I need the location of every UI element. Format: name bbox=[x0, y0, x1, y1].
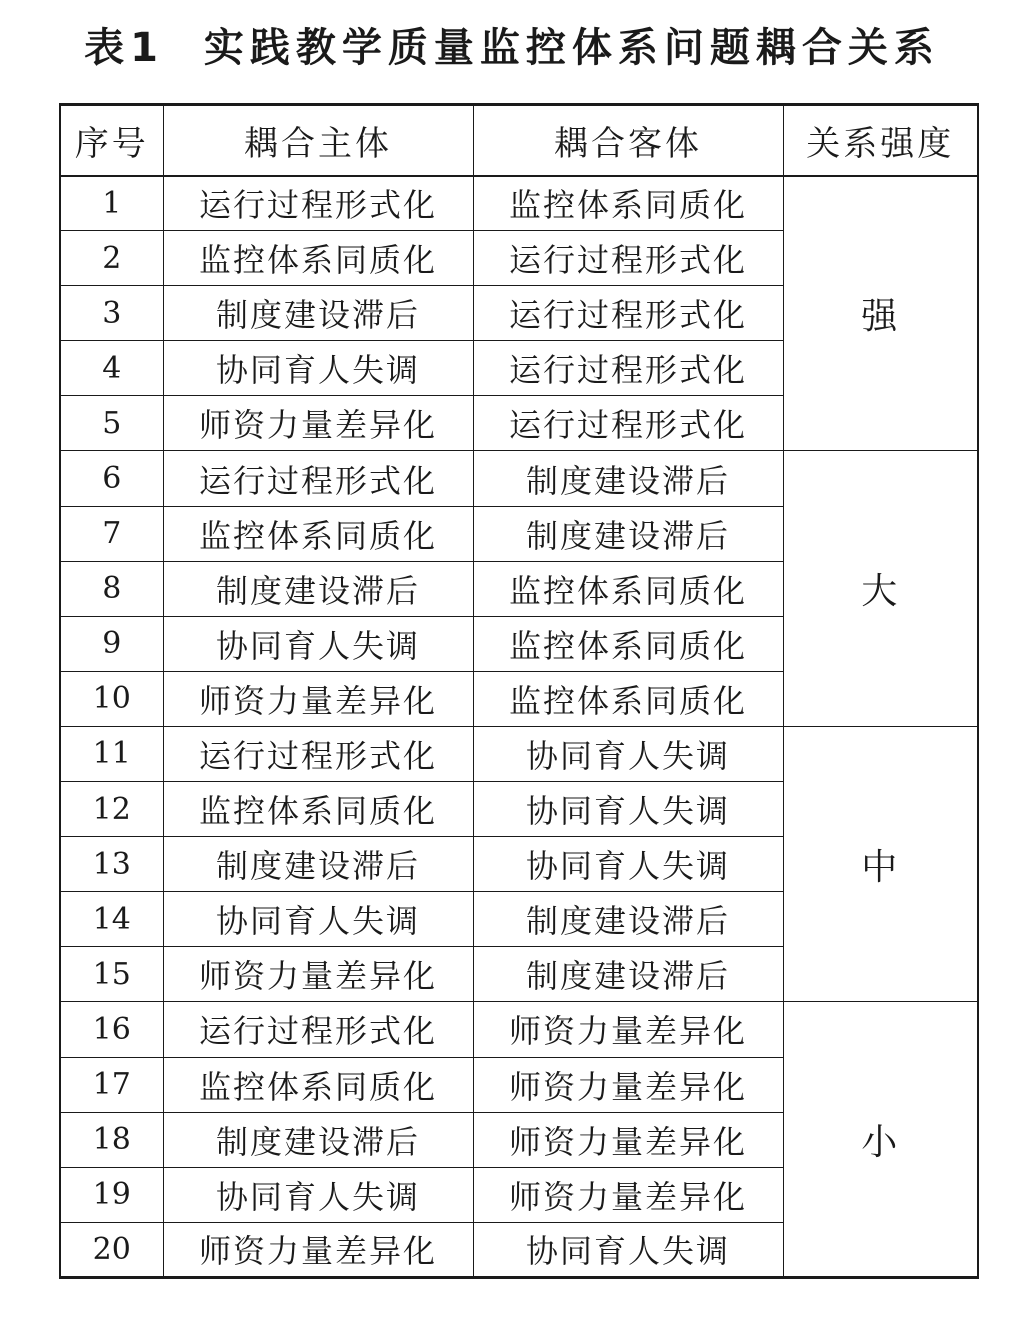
coupling-subject: 师资力量差异化 bbox=[163, 947, 473, 1002]
coupling-object: 制度建设滞后 bbox=[473, 506, 783, 561]
header-subject: 耦合主体 bbox=[163, 105, 473, 176]
row-index: 20 bbox=[60, 1222, 163, 1277]
coupling-object: 师资力量差异化 bbox=[473, 1002, 783, 1057]
row-index: 9 bbox=[60, 616, 163, 671]
coupling-object: 协同育人失调 bbox=[473, 782, 783, 837]
row-index: 5 bbox=[60, 396, 163, 451]
coupling-object: 协同育人失调 bbox=[473, 837, 783, 892]
coupling-subject: 制度建设滞后 bbox=[163, 286, 473, 341]
header-index: 序号 bbox=[60, 105, 163, 176]
coupling-object: 监控体系同质化 bbox=[473, 671, 783, 726]
coupling-subject: 师资力量差异化 bbox=[163, 671, 473, 726]
table-row bbox=[60, 726, 978, 781]
coupling-object: 制度建设滞后 bbox=[473, 451, 783, 506]
coupling-object: 师资力量差异化 bbox=[473, 1057, 783, 1112]
coupling-object: 制度建设滞后 bbox=[473, 892, 783, 947]
row-index: 7 bbox=[60, 506, 163, 561]
coupling-object: 协同育人失调 bbox=[473, 1222, 783, 1277]
table-title: 实践教学质量监控体系问题耦合关系 bbox=[203, 25, 940, 71]
table-label: 表1 bbox=[84, 25, 164, 71]
coupling-object: 运行过程形式化 bbox=[473, 231, 783, 286]
row-index: 15 bbox=[60, 947, 163, 1002]
row-index: 16 bbox=[60, 1002, 163, 1057]
coupling-subject: 制度建设滞后 bbox=[163, 561, 473, 616]
table-row bbox=[60, 1002, 978, 1057]
coupling-subject: 师资力量差异化 bbox=[163, 396, 473, 451]
coupling-object: 监控体系同质化 bbox=[473, 561, 783, 616]
header-row bbox=[60, 105, 978, 176]
row-index: 2 bbox=[60, 231, 163, 286]
row-index: 13 bbox=[60, 837, 163, 892]
coupling-object: 师资力量差异化 bbox=[473, 1167, 783, 1222]
header-strength: 关系强度 bbox=[783, 105, 978, 176]
coupling-subject: 运行过程形式化 bbox=[163, 176, 473, 231]
row-index: 10 bbox=[60, 671, 163, 726]
row-index: 6 bbox=[60, 451, 163, 506]
coupling-object: 运行过程形式化 bbox=[473, 396, 783, 451]
coupling-subject: 监控体系同质化 bbox=[163, 506, 473, 561]
row-index: 17 bbox=[60, 1057, 163, 1112]
row-index: 1 bbox=[60, 176, 163, 231]
coupling-subject: 师资力量差异化 bbox=[163, 1222, 473, 1277]
coupling-subject: 运行过程形式化 bbox=[163, 451, 473, 506]
coupling-object: 监控体系同质化 bbox=[473, 616, 783, 671]
coupling-subject: 协同育人失调 bbox=[163, 1167, 473, 1222]
coupling-subject: 监控体系同质化 bbox=[163, 1057, 473, 1112]
coupling-subject: 监控体系同质化 bbox=[163, 231, 473, 286]
coupling-subject: 协同育人失调 bbox=[163, 341, 473, 396]
coupling-object: 制度建设滞后 bbox=[473, 947, 783, 1002]
strength-group-strong: 强 bbox=[783, 176, 978, 451]
strength-group-medium: 中 bbox=[783, 726, 978, 1001]
table-row bbox=[60, 451, 978, 506]
coupling-subject: 监控体系同质化 bbox=[163, 782, 473, 837]
row-index: 8 bbox=[60, 561, 163, 616]
coupling-subject: 协同育人失调 bbox=[163, 616, 473, 671]
coupling-object: 运行过程形式化 bbox=[473, 286, 783, 341]
coupling-subject: 运行过程形式化 bbox=[163, 726, 473, 781]
row-index: 3 bbox=[60, 286, 163, 341]
coupling-subject: 协同育人失调 bbox=[163, 892, 473, 947]
strength-group-small: 小 bbox=[783, 1002, 978, 1278]
row-index: 4 bbox=[60, 341, 163, 396]
row-index: 19 bbox=[60, 1167, 163, 1222]
table-caption bbox=[0, 18, 1024, 78]
coupling-object: 师资力量差异化 bbox=[473, 1112, 783, 1167]
coupling-object: 协同育人失调 bbox=[473, 726, 783, 781]
row-index: 18 bbox=[60, 1112, 163, 1167]
row-index: 12 bbox=[60, 782, 163, 837]
strength-group-large: 大 bbox=[783, 451, 978, 726]
coupling-subject: 制度建设滞后 bbox=[163, 1112, 473, 1167]
row-index: 14 bbox=[60, 892, 163, 947]
row-index: 11 bbox=[60, 726, 163, 781]
coupling-object: 监控体系同质化 bbox=[473, 176, 783, 231]
header-object: 耦合客体 bbox=[473, 105, 783, 176]
coupling-relation-table bbox=[59, 103, 979, 1279]
coupling-subject: 制度建设滞后 bbox=[163, 837, 473, 892]
table-row bbox=[60, 176, 978, 231]
coupling-object: 运行过程形式化 bbox=[473, 341, 783, 396]
coupling-subject: 运行过程形式化 bbox=[163, 1002, 473, 1057]
